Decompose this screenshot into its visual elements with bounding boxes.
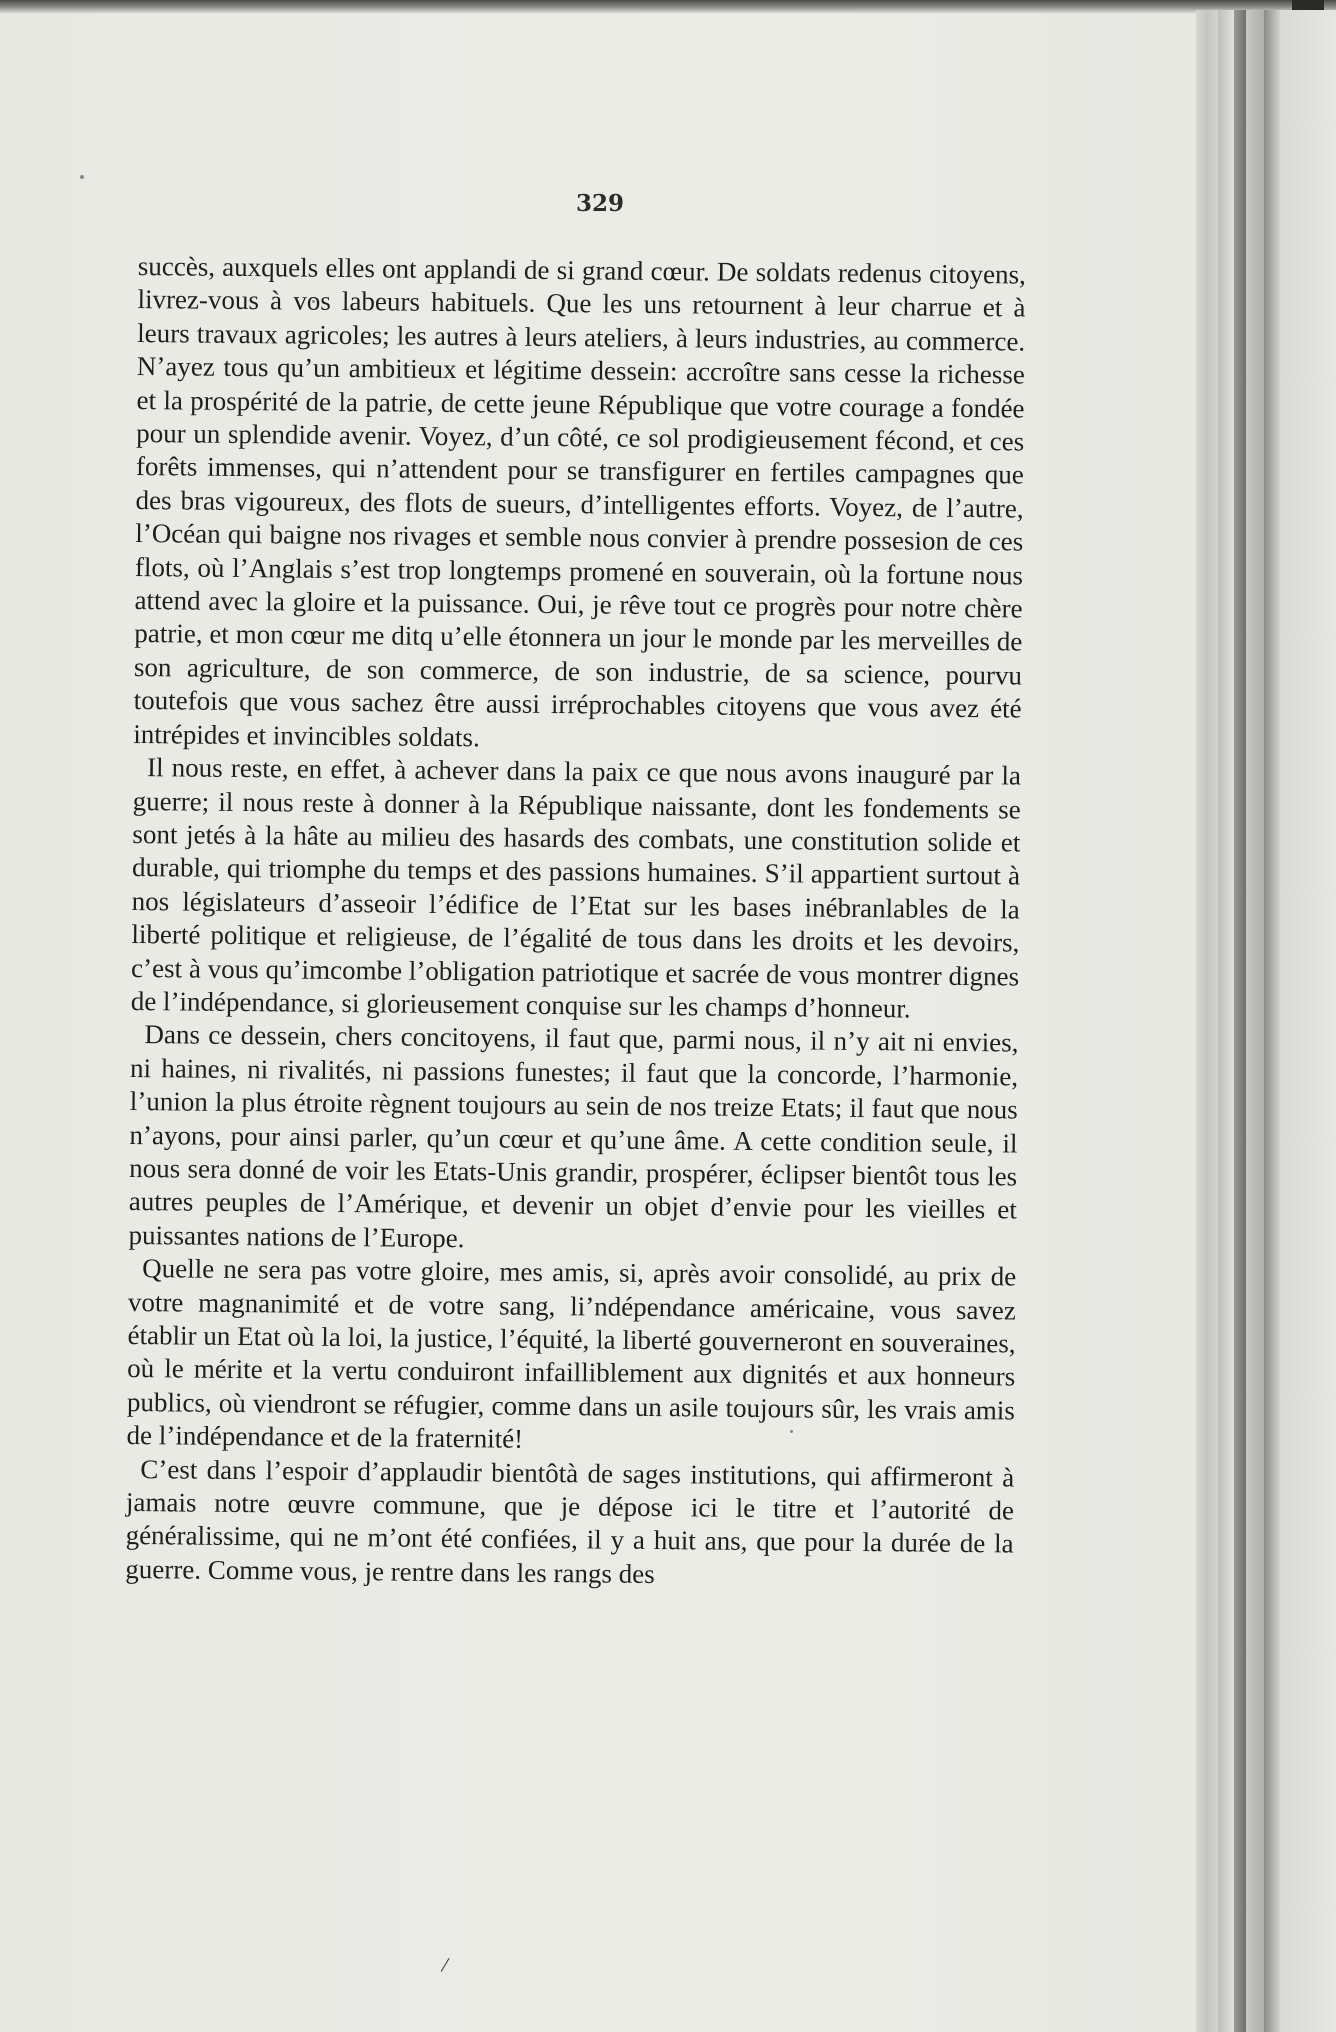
dust-speck [80,175,84,179]
paragraph: Quelle ne sera pas votre gloire, mes amis, si, après avoir consolidé, au prix de votre magnanimité et de votre sang, li’ndépendance américaine, vous savez établir un Etat où la loi, la justice, l’équité, la liberté gouverneront en souveraines, où le mérite et la vertu conduiront infailliblement aux dignités et aux honneurs publics, où viendront se réfugier, comme dans un asile toujours sûr, les vrais amis de l’indépendance et de la fraternité! [126,1253,1017,1454]
page-edge [1218,10,1234,2032]
body-text [125,250,1026,1595]
page-number: 329 [576,190,625,217]
page-edge [1196,10,1218,2032]
paragraph: succès, auxquels elles ont applandi de si grand cœur. De soldats redenus citoyens, livrez-vous à vos labeurs habituels. Que les uns retournent à leur charrue et à leurs travaux agricoles; les autres à leurs ateliers, à leurs industries, au commerce. N’ayez tous qu’un ambitieux et légitime dessein: accroître sans cesse la richesse et la prospérité de la patrie, de cette jeune République que votre courage a fondée pour un splendide avenir. Voyez, d’un côté, ce sol prodigieusement fécond, et ces forêts immenses, qui n’attendent pour se transfigurer en fertiles campagnes que des bras vigoureux, des flots de sueurs, d’intelligentes efforts. Voyez, de l’autre, l’Océan qui baigne nos rivages et semble nous convier à prendre possesion de ces flots, où l’Anglais s’est trop longtemps promené en souverain, où la fortune nous attend avec la gloire et la puissance. Oui, je rêve tout ce progrès pour notre chère patrie, et mon cœur me ditq u’elle étonnera un jour le monde par les merveilles de son agriculture, de son commerce, de son industrie, de sa science, pourvu toutefois que vous sachez être aussi irréprochables citoyens que vous avez été intrépides et invincibles soldats. [133,250,1026,752]
page-edge [1234,10,1246,2032]
paragraph: Il nous reste, en effet, à achever dans la paix ce que nous avons inauguré par la guerre; il nous reste à donner à la République naissante, dont les fondements se sont jetés à la hâte au milieu des hasards des combats, une constitution solide et durable, qui triomphe du temps et des passions humaines. S’il appartient surtout à nos législateurs d’asseoir l’édifice de l’Etat sur les bases inébranlables de la liberté politique et religieuse, de l’égalité de tous dans les droits et les devoirs, c’est à vous qu’imcombe l’obligation patriotique et sacrée de vous montrer dignes de l’indépendance, si glorieusement conquise sur les champs d’honneur. [130,752,1022,1024]
page-edge [1246,10,1264,2032]
footer-mark: / [439,1951,451,1978]
paragraph: C’est dans l’espoir d’applaudir bientôtà de sages institutions, qui affirmeront à jamais notre œuvre commune, que je dépose ici le titre et l’autorité de généralissime, qui ne m’ont été confiées, il y a huit ans, que pour la durée de la guerre. Comme vous, je rentre dans les rangs des [125,1453,1015,1589]
page-edge [1264,10,1280,2032]
page-edge [1280,10,1336,2032]
scan-top-edge [0,0,1336,14]
paragraph: Dans ce dessein, chers concitoyens, il faut que, parmi nous, il n’y ait ni envies, ni haines, ni rivalités, ni passions funestes; il faut que la concorde, l’harmonie, l’union la plus étroite règnent toujours au sein de nos treize Etats; il faut que nous n’ayons, pour ainsi parler, qu’un cœur et qu’une âme. A cette condition seule, il nous sera donné de voir les Etats-Unis grandir, prospérer, éclipser bientôt tous les autres peuples de l’Amérique, et devenir un objet d’envie pour les vieilles et puissantes nations de l’Europe. [128,1019,1019,1253]
